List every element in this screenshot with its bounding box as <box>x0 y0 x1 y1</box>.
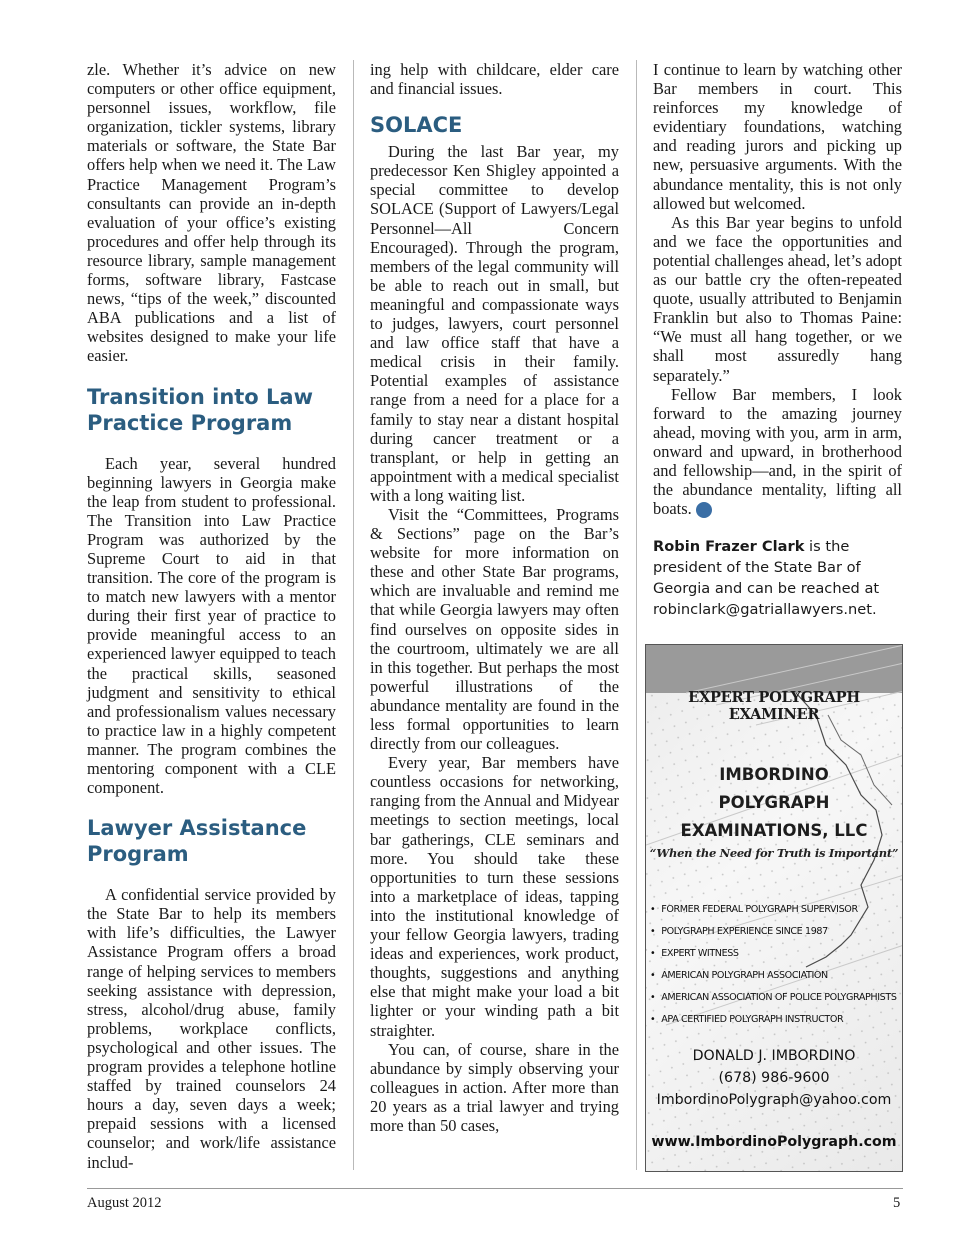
ad-firm-name <box>646 761 902 845</box>
col2-paragraph-4: Every year, Bar members have countless occasions for networking, ranging from the Annual and Midyear meetings to section meetings, local bar gatherings, CLE seminars and more. You should take these opportunities to turn these sessions into a marketplace of ideas, tapping into the institutional knowledge of your fellow Georgia lawyers, trading ideas and experiences, work product, thoughts, suggestions and anything else that might make your load a bit lighter or your winding path a bit straighter. <box>370 753 619 1040</box>
ad-credentials-list <box>648 899 897 1031</box>
author-bio <box>653 536 902 620</box>
footer-page-number: 5 <box>893 1195 901 1211</box>
column-2 <box>370 60 619 1135</box>
ad-header: EXPERT POLYGRAPH EXAMINER <box>688 689 860 723</box>
col1-paragraph-3: A confidential service provided by the State Bar to help its members with life’s difficulties, the Lawyer Assistance Program offers a broad range of helping services to members seeking assistance with depression, stress, alcohol/drug abuse, family problems, workplace conflicts, psychological and other issues. The program provides a telephone hotline staffed by trained counselors 24 hours a day, seven days a week; prepaid sessions with a licensed counselor; and work/life assistance includ- <box>87 885 336 1172</box>
col3-paragraph-1: I continue to learn by watching other Bar members in court. This reinforces my knowledge of evidentiary foundations, watching and reading jurors and picking up new, persuasive arguments. With the abundance mentality, this is not only allowed but welcomed. <box>653 60 902 213</box>
author-name: Robin Frazer Clark <box>653 538 805 556</box>
ad-tagline: “When the Need for Truth is Important” <box>649 846 899 860</box>
footer-date: August 2012 <box>87 1195 162 1211</box>
heading-lawyer-assistance-program: Lawyer Assistance Program <box>87 816 307 867</box>
ad-contact-name: DONALD J. IMBORDINO <box>692 1048 856 1064</box>
ad-credential-item: • AMERICAN POLYGRAPH ASSOCIATION <box>648 965 897 987</box>
column-1 <box>87 60 336 1172</box>
ad-firm-line-2: POLYGRAPH <box>718 793 830 812</box>
gbj-end-mark-icon: GBJ <box>696 502 712 518</box>
heading-solace: SOLACE <box>370 113 463 138</box>
polygraph-advertisement[interactable] <box>645 644 903 1172</box>
ad-credential-item: • APA CERTIFIED POLYGRAPH INSTRUCTOR <box>648 1009 897 1031</box>
ad-contact <box>646 1045 902 1111</box>
col1-paragraph-1: zle. Whether it’s advice on new computers or other office equipment, personnel issues, workflow, file organization, tickler systems, library materials or software, the State Bar offers help when we need it. The Law Practice Management Program’s consultants can provide an in-depth evaluation of your office’s existing procedures and offer help through its resource library, sample management forms, software library, Fastcase news, “tips of the week,” discounted ABA publications and a list of websites designed to make your life easier. <box>87 60 336 366</box>
col2-paragraph-5: You can, of course, share in the abundance by simply observing your colleagues in action. After more than 20 years as a trial lawyer and trying more than 50 cases, <box>370 1039 619 1135</box>
ad-contact-email[interactable]: ImbordinoPolygraph@yahoo.com <box>656 1092 892 1108</box>
ad-website-link[interactable]: www.ImbordinoPolygraph.com <box>651 1134 897 1150</box>
ad-credential-item: • FORMER FEDERAL POLYGRAPH SUPERVISOR <box>648 899 897 921</box>
ad-credential-item: • AMERICAN ASSOCIATION OF POLICE POLYGRAPHISTS <box>648 987 897 1009</box>
col2-paragraph-2: During the last Bar year, my predecessor Ken Shigley appointed a special committee to develop SOLACE (Support of Lawyers/Legal Personnel—All Concern Encouraged). Through the program, members of the legal community will be able to reach out in small, but meaningful and compassionate ways to judges, lawyers, court personnel and law office staff that have a medical crisis in their family. Potential examples of assistance range from a need for a place for a family to stay near a distant hospital during cancer treatment or a transplant, or help in getting an appointment with a medical specialist with a long waiting list. <box>370 142 619 505</box>
column-3 <box>653 60 902 620</box>
col1-paragraph-2: Each year, several hundred beginning lawyers in Georgia make the leap from student to professional. The Transition into Law Practice Program was authorized by the Supreme Court to aid in that transition. The core of the program is to match new lawyers with a mentor during their first year of practice to provide meaningful access to an experienced lawyer equipped to teach the practical skills, seasoned judgment and sensitivity to ethical and professionalism values necessary to practice law in a highly competent manner. The program combines the mentoring component with a CLE component. <box>87 453 336 798</box>
ad-firm-line-1: IMBORDINO <box>719 765 829 784</box>
col3-paragraph-3-text: Fellow Bar members, I look forward to the amazing journey ahead, moving with you, arm in arm, onward and upward, in brotherhood and fellowship—and, in the spirit of the abundance mentality, lifting all boats. <box>653 384 902 519</box>
footer-rule <box>87 1188 903 1189</box>
column-divider-2 <box>636 60 637 1170</box>
heading-transition-into-law-practice: Transition into Law Practice Program <box>87 384 313 435</box>
col2-paragraph-3: Visit the “Committees, Programs & Sections” page on the Bar’s website for more information on these and other State Bar programs, which are invaluable and remind me that while Georgia lawyers may often find ourselves on opposite sides in the courtroom, ultimately we are all in this together. But perhaps the most powerful illustrations of the abundance mentality are found in the less formal opportunities to learn directly from our colleagues. <box>370 504 619 754</box>
author-bio-text: is the president of the State Bar of Georgia and can be reached at robinclark@gatriallawyers.net. <box>653 538 880 619</box>
ad-credential-item: • POLYGRAPH EXPERIENCE SINCE 1987 <box>648 921 897 943</box>
ad-firm-line-3: EXAMINATIONS, LLC <box>680 821 868 840</box>
col3-paragraph-3 <box>653 385 902 519</box>
col2-paragraph-1: ing help with childcare, elder care and financial issues. <box>370 60 619 99</box>
ad-credential-item: • EXPERT WITNESS <box>648 943 897 965</box>
column-divider-1 <box>353 60 354 1170</box>
col3-paragraph-2: As this Bar year begins to unfold and we face the opportunities and potential challenges ahead, let’s adopt as our battle cry the often-repeated quote, usually attributed to Benjamin Franklin but also to Thomas Paine: “We must all hang together, or we shall most assuredly hang separately.” <box>653 212 902 385</box>
ad-contact-phone[interactable]: (678) 986-9600 <box>718 1070 830 1086</box>
